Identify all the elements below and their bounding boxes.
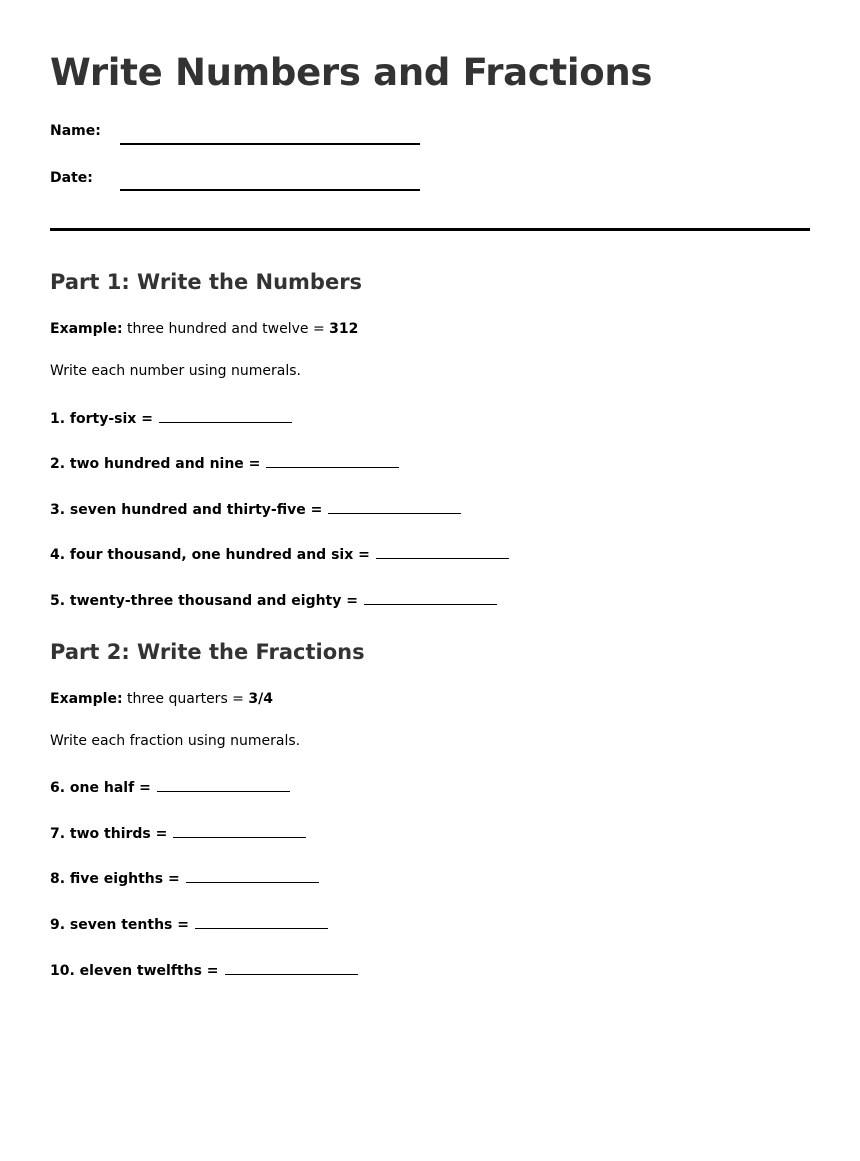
- question-2: [50, 452, 399, 474]
- question-10: [50, 959, 358, 981]
- question-5: [50, 589, 497, 611]
- part2-example-answer: 3/4: [248, 691, 273, 707]
- part1-instruction: Write each number using numerals.: [50, 363, 301, 379]
- question-9-answer-blank[interactable]: [195, 913, 328, 929]
- question-2-answer-blank[interactable]: [266, 452, 399, 468]
- question-6-text: 6. one half =: [50, 780, 151, 796]
- question-4-answer-blank[interactable]: [376, 543, 509, 559]
- question-1-answer-blank[interactable]: [159, 407, 292, 423]
- part2-instruction: Write each fraction using numerals.: [50, 733, 301, 749]
- question-8-answer-blank[interactable]: [186, 867, 319, 883]
- question-2-text: 2. two hundred and nine =: [50, 456, 261, 472]
- part2-example-label: Example:: [50, 691, 123, 707]
- part1-example-label: Example:: [50, 321, 123, 337]
- question-7: [50, 822, 306, 844]
- part1-heading: Part 1: Write the Numbers: [50, 270, 363, 294]
- part2-example: [50, 689, 273, 709]
- question-3-answer-blank[interactable]: [328, 498, 461, 514]
- question-8: [50, 867, 319, 889]
- question-4: [50, 543, 509, 565]
- date-field[interactable]: [120, 189, 420, 191]
- question-9-text: 9. seven tenths =: [50, 917, 189, 933]
- question-3-text: 3. seven hundred and thirty-five =: [50, 502, 323, 518]
- question-6-answer-blank[interactable]: [157, 776, 290, 792]
- date-label: Date:: [50, 170, 93, 186]
- question-7-text: 7. two thirds =: [50, 826, 168, 842]
- name-field[interactable]: [120, 143, 420, 145]
- question-3: [50, 498, 461, 520]
- question-9: [50, 913, 328, 935]
- question-6: [50, 776, 290, 798]
- name-label: Name:: [50, 123, 101, 139]
- part1-example: [50, 319, 358, 339]
- part2-example-text: three quarters =: [127, 691, 244, 707]
- question-5-text: 5. twenty-three thousand and eighty =: [50, 593, 358, 609]
- part2-heading: Part 2: Write the Fractions: [50, 640, 365, 664]
- question-10-text: 10. eleven twelfths =: [50, 963, 219, 979]
- question-10-answer-blank[interactable]: [225, 959, 358, 975]
- part1-example-text: three hundred and twelve =: [127, 321, 325, 337]
- question-8-text: 8. five eighths =: [50, 871, 180, 887]
- header-divider: [50, 228, 810, 231]
- part1-example-answer: 312: [329, 321, 359, 337]
- question-1: [50, 407, 292, 429]
- question-5-answer-blank[interactable]: [364, 589, 497, 605]
- worksheet-title: Write Numbers and Fractions: [50, 51, 653, 94]
- question-4-text: 4. four thousand, one hundred and six =: [50, 547, 370, 563]
- question-1-text: 1. forty-six =: [50, 411, 153, 427]
- question-7-answer-blank[interactable]: [173, 822, 306, 838]
